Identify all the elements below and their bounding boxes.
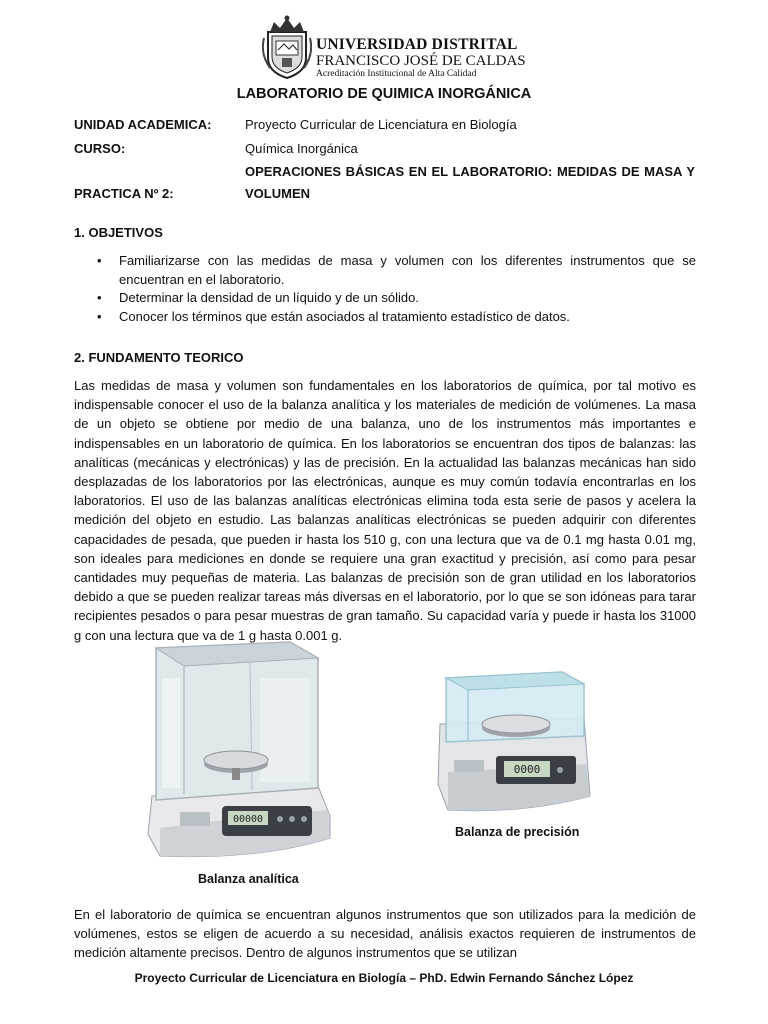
- objetivos-heading: 1. OBJETIVOS: [74, 225, 163, 240]
- list-item: • Determinar la densidad de un líquido y de un sólido.: [74, 289, 696, 308]
- unidad-value: Proyecto Curricular de Licenciatura en Biología: [245, 117, 517, 132]
- practica-label: PRACTICA Nº 2:: [74, 186, 174, 201]
- precision-balance-image: [434, 664, 594, 822]
- list-item: • Familiarizarse con las medidas de masa y volumen con los diferentes instrumentos que se encuentran en el laboratorio.: [74, 252, 696, 289]
- precision-display-readout: 0000: [513, 763, 541, 776]
- fundamento-paragraph: Las medidas de masa y volumen son fundamentales en los laboratorios de química, por tal motivo es indispensable conocer el uso de la balanza analítica y los materiales de medición de volúmenes. La masa de un objeto se obtiene por medio de una balanza, uno de los instrumentos más importantes e indispensables en un laboratorio de química. En los laboratorios se encuentran dos tipos de balanzas: las analíticas (mecánicas y electrónicas) y las de precisión. En la actualidad las balanzas mecánicas han sido desplazadas de los laboratorios por las electrónicas, aunque es muy común todavía encontrarlas en los laboratorios. El uso de las balanzas analíticas electrónicas elimina toda esta serie de pasos y acelera la medición del objeto en estudio. Las balanzas analíticas electrónicas se pueden adquirir con diferentes capacidades de pesada, que pueden ir hasta los 510 g, con una lectura que va de 0.1 mg hasta 0.01 mg, son ideales para mediciones en donde se requiere una gran exactitud y precisión, así como para pesar cantidades muy pequeñas de materia. Las balanzas de precisión son de gran utilidad en los laboratorios debido a que se pueden realizar tareas más diversas en el laboratorio, por lo que se son idóneas para tarar recipientes pesados o para pesar muestras de gran tamaño. Su capacidad varía y puede ir hasta los 31000 g con una lectura que va de 1 g hasta 0.001 g.: [74, 378, 696, 643]
- university-seal-icon: [262, 14, 312, 80]
- logo-accreditation: Acreditación Institucional de Alta Calidad: [316, 69, 477, 79]
- page-footer: Proyecto Curricular de Licenciatura en Biología – PhD. Edwin Fernando Sánchez López: [134, 971, 634, 985]
- analytical-balance-image: [140, 638, 335, 866]
- logo-text: [316, 36, 526, 80]
- university-logo: [262, 14, 526, 80]
- practica-value-line2: VOLUMEN: [245, 186, 310, 201]
- practica-value-line1: OPERACIONES BÁSICAS EN EL LABORATORIO: MEDIDAS DE MASA Y: [245, 164, 695, 179]
- objetivos-list: [74, 252, 696, 326]
- curso-label: CURSO:: [74, 141, 126, 156]
- fundamento-heading: 2. FUNDAMENTO TEORICO: [74, 350, 244, 365]
- closing-paragraph: En el laboratorio de química se encuentran algunos instrumentos que son utilizados para la medición de volúmenes, estos se eligen de acuerdo a su necesidad, análisis exactos requieren de instrumentos de medición altamente precisos. Dentro de algunos instrumentos que se utilizan: [74, 907, 696, 961]
- analytical-display-readout: 00000: [232, 814, 264, 825]
- curso-value: Química Inorgánica: [245, 141, 358, 156]
- logo-university-name: UNIVERSIDAD DISTRITAL: [316, 36, 518, 53]
- analytical-balance-caption: Balanza analítica: [198, 872, 299, 886]
- lab-title: LABORATORIO DE QUIMICA INORGÁNICA: [236, 86, 532, 102]
- list-item: • Conocer los términos que están asociados al tratamiento estadístico de datos.: [74, 308, 696, 327]
- unidad-label: UNIDAD ACADEMICA:: [74, 117, 212, 132]
- precision-balance-caption: Balanza de precisión: [455, 825, 580, 839]
- logo-university-subname: FRANCISCO JOSÉ DE CALDAS: [316, 53, 526, 69]
